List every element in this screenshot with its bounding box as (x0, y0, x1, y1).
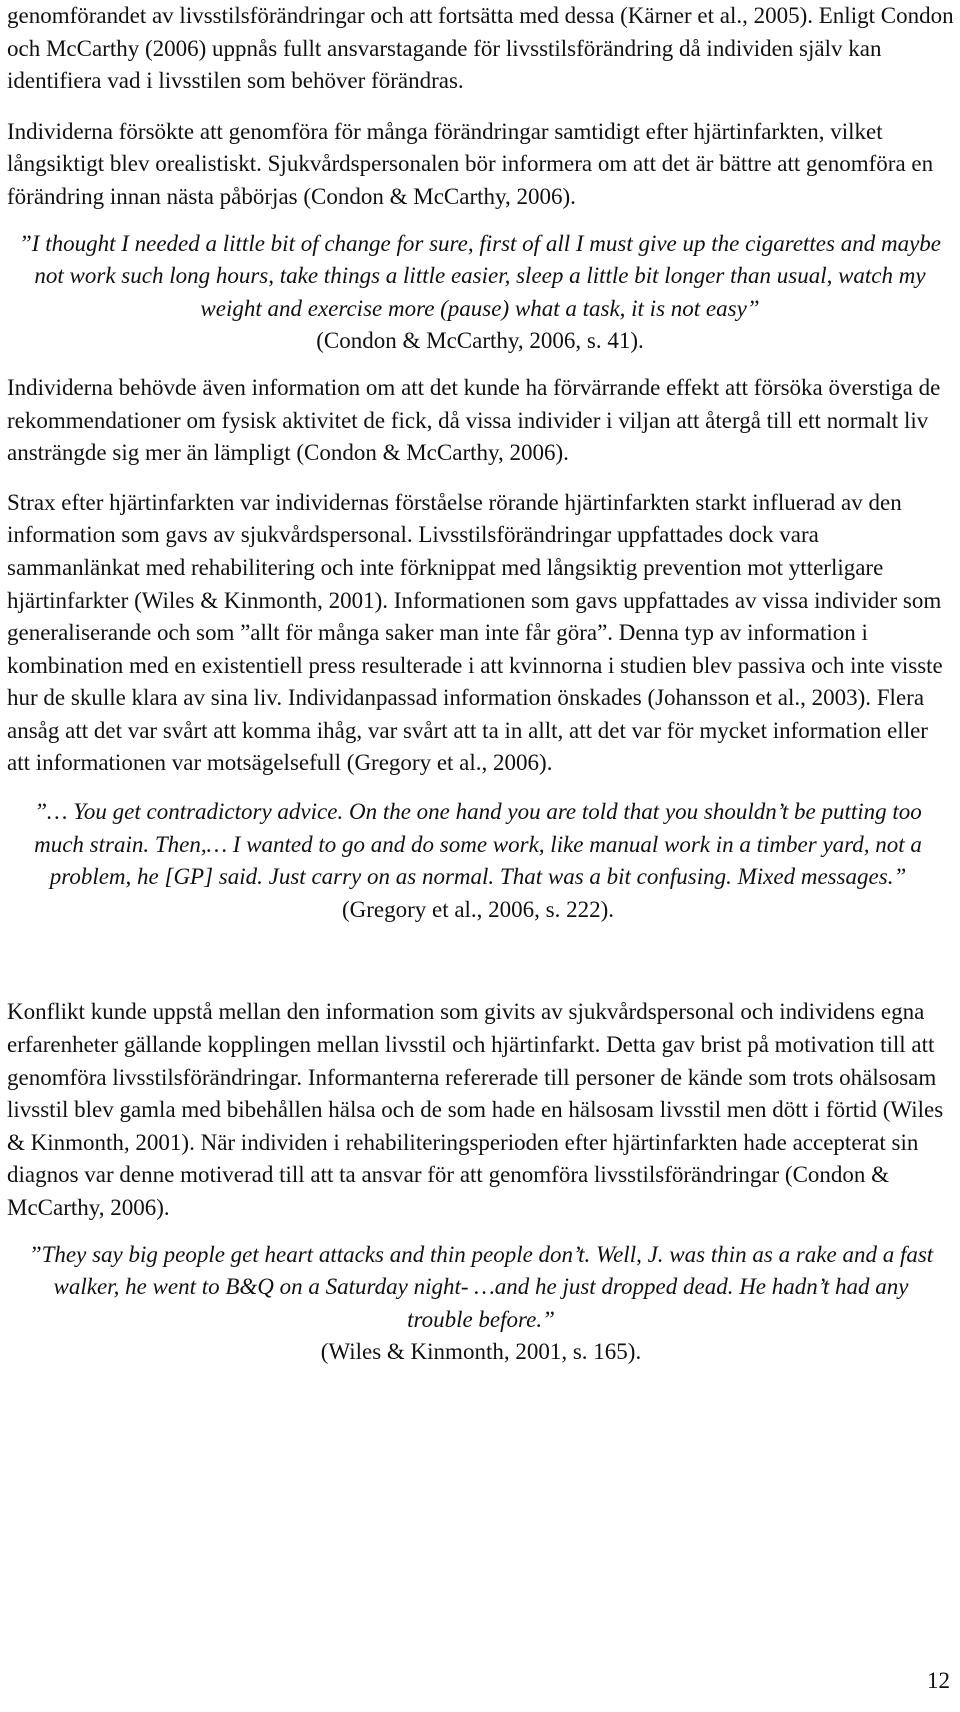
page-number: 12 (927, 1668, 950, 1693)
quote-citation: (Condon & McCarthy, 2006, s. 41). (316, 328, 644, 354)
quote-citation: (Wiles & Kinmonth, 2001, s. 165). (320, 1339, 642, 1365)
paragraph: genomförandet av livsstilsförändringar och att fortsätta med dessa (Kärner et al., 2005). Enligt Condon och McCarthy (2006) uppnås fullt ansvarstagande för livsstilsförändring då individen själv kan identifiera vad i livsstilen som behöver förändras. (7, 3, 954, 94)
paragraph: Individerna behövde även information om att det kunde ha förvärrande effekt att försöka överstiga de rekommendationer om fysisk aktivitet de fick, då vissa individer i viljan att återgå till ett normalt liv ansträngde sig mer än lämpligt (Condon & McCarthy, 2006). (7, 374, 941, 466)
block-quote (7, 796, 949, 926)
quote-text: ”I thought I needed a little bit of change for sure, first of all I must give up the cigarettes and maybe not work such long hours, take things a little easier, sleep a little bit longer than usual, watch my weight and exercise more (pause) what a task, it is not easy” (19, 230, 941, 321)
quote-citation: (Gregory et al., 2006, s. 222). (341, 896, 615, 922)
document-page (7, 0, 955, 1369)
block-quote (27, 1239, 935, 1369)
block-quote (11, 228, 949, 358)
paragraph: Strax efter hjärtinfarkten var individernas förståelse rörande hjärtinfarkten starkt influerad av den information som gavs av sjukvårdspersonal. Livsstilsförändringar uppfattades dock vara sammanlänkat med rehabilitering och inte förknippat med långsiktig prevention mot ytterligare hjärtinfarkter (Wiles & Kinmonth, 2001). Informationen som gavs uppfattades av vissa individer som generaliserande och som ”allt för många saker man inte får göra”. Denna typ av information i kombination med en existentiell press resulterade i att kvinnorna i studien blev passiva och inte visste hur de skulle klara av sina liv. Individanpassad information önskades (Johansson et al., 2003). Flera ansåg att det var svårt att komma ihåg, var svårt att ta in allt, att det var för mycket information eller att informationen var motsägelsefull (Gregory et al., 2006). (7, 489, 943, 776)
quote-text: ”… You get contradictory advice. On the one hand you are told that you shouldn’t be putting too much strain. Then,… I wanted to go and do some work, like manual work in a timber yard, not a problem, he [GP] said. Just carry on as normal. That was a bit confusing. Mixed messages.” (34, 799, 922, 890)
paragraph: Konflikt kunde uppstå mellan den information som givits av sjukvårdspersonal och individens egna erfarenheter gällande kopplingen mellan livsstil och hjärtinfarkt. Detta gav brist på motivation till att genomföra livsstilsförändringar. Informanterna refererade till personer de kände som trots ohälsosam livsstil blev gamla med bibehållen hälsa och de som hade en hälsosam livsstil men dött i förtid (Wiles & Kinmonth, 2001). När individen i rehabiliteringsperioden efter hjärtinfarkten hade accepterat sin diagnos var denne motiverad till att ta ansvar för att genomföra livsstilsförändringar (Condon & McCarthy, 2006). (7, 999, 944, 1220)
paragraph: Individerna försökte att genomföra för många förändringar samtidigt efter hjärtinfarkten, vilket långsiktigt blev orealistiskt. Sjukvårdspersonalen bör informera om att det är bättre att genomföra en förändring innan nästa påbörjas (Condon & McCarthy, 2006). (7, 118, 934, 209)
quote-text: ”They say big people get heart attacks and thin people don’t. Well, J. was thin as a rake and a fast walker, he went to B&Q on a Saturday night- …and he just dropped dead. He hadn’t had any trouble before.” (28, 1241, 934, 1332)
